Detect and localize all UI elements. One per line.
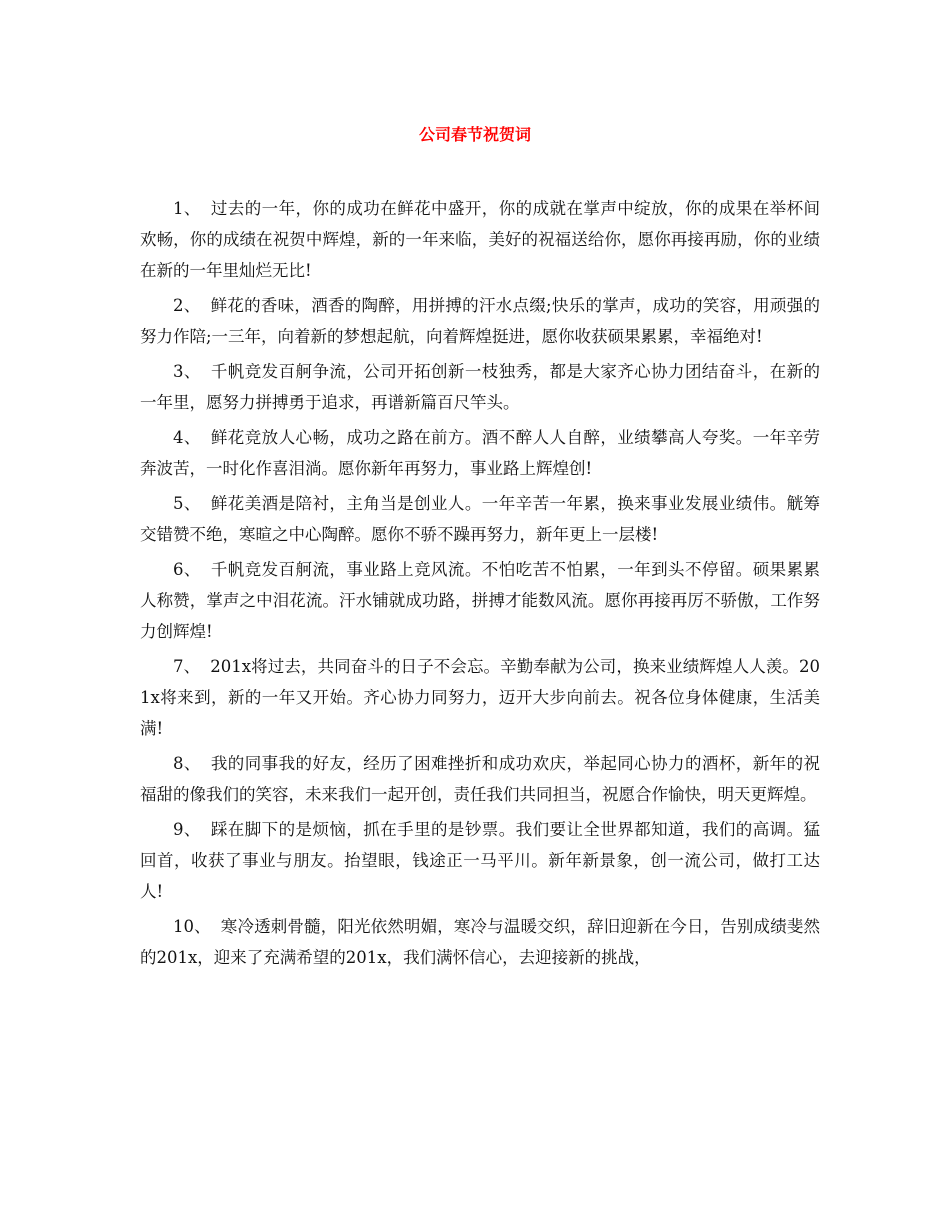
paragraph-text: 鲜花竞放人心畅，成功之路在前方。酒不醉人人自醉，业绩攀高人夸奖。一年辛劳奔波苦，一时化作喜泪淌。愿你新年再努力，事业路上辉煌创! [140, 428, 821, 478]
document-title: 公司春节祝贺词 [418, 125, 531, 144]
paragraph-text: 鲜花的香味，酒香的陶醉，用拼搏的汗水点缀;快乐的掌声，成功的笑容，用顽强的努力作陪;一三年，向着新的梦想起航，向着辉煌挺进，愿你收获硕果累累，幸福绝对! [140, 296, 821, 346]
paragraph-1 [140, 193, 820, 286]
paragraph-number: 5、 [173, 494, 201, 513]
paragraph-7 [140, 651, 820, 744]
paragraph-4 [140, 422, 820, 484]
paragraph-text: 千帆竞发百舸争流，公司开拓创新一枝独秀，都是大家齐心协力团结奋斗，在新的一年里，愿努力拼搏勇于追求，再谱新篇百尺竿头。 [140, 362, 821, 412]
paragraph-text: 过去的一年，你的成功在鲜花中盛开，你的成就在掌声中绽放，你的成果在举杯间欢畅，你的成绩在祝贺中辉煌，新的一年来临，美好的祝福送给你，愿你再接再励，你的业绩在新的一年里灿烂无比! [140, 199, 821, 280]
document-body [140, 193, 820, 977]
paragraph-number: 4、 [173, 428, 201, 447]
paragraph-number: 8、 [173, 754, 201, 773]
paragraph-number: 9、 [173, 820, 201, 839]
paragraph-number: 2、 [173, 296, 201, 315]
paragraph-number: 7、 [173, 657, 201, 676]
paragraph-number: 10、 [173, 917, 211, 936]
paragraph-3 [140, 356, 820, 418]
paragraph-number: 1、 [173, 199, 201, 218]
paragraph-text: 寒冷透刺骨髓，阳光依然明媚，寒冷与温暖交织，辞旧迎新在今日，告别成绩斐然的201x，迎来了充满希望的201x，我们满怀信心，去迎接新的挑战， [140, 917, 820, 967]
paragraph-5 [140, 488, 820, 550]
paragraph-8 [140, 748, 820, 810]
paragraph-text: 千帆竞发百舸流，事业路上竞风流。不怕吃苦不怕累，一年到头不停留。硕果累累人称赞，掌声之中泪花流。汗水铺就成功路，拼搏才能数风流。愿你再接再厉不骄傲，工作努力创辉煌! [140, 560, 821, 641]
paragraph-10 [140, 911, 820, 973]
paragraph-text: 鲜花美酒是陪衬，主角当是创业人。一年辛苦一年累，换来事业发展业绩伟。觥筹交错赞不绝，寒暄之中心陶醉。愿你不骄不躁再努力，新年更上一层楼! [140, 494, 821, 544]
paragraph-2 [140, 290, 820, 352]
paragraph-text: 踩在脚下的是烦恼，抓在手里的是钞票。我们要让全世界都知道，我们的高调。猛回首，收获了事业与朋友。抬望眼，钱途正一马平川。新年新景象，创一流公司，做打工达人! [140, 820, 821, 901]
paragraph-number: 6、 [173, 560, 201, 579]
paragraph-number: 3、 [173, 362, 201, 381]
paragraph-text: 我的同事我的好友，经历了困难挫折和成功欢庆，举起同心协力的酒杯，新年的祝福甜的像我们的笑容，未来我们一起开创，责任我们共同担当，祝愿合作愉快，明天更辉煌。 [140, 754, 821, 804]
paragraph-text: 201x将过去，共同奋斗的日子不会忘。辛勤奉献为公司，换来业绩辉煌人人羡。201x将来到，新的一年又开始。齐心协力同努力，迈开大步向前去。祝各位身体健康，生活美满! [140, 657, 821, 738]
paragraph-9 [140, 814, 820, 907]
paragraph-6 [140, 554, 820, 647]
